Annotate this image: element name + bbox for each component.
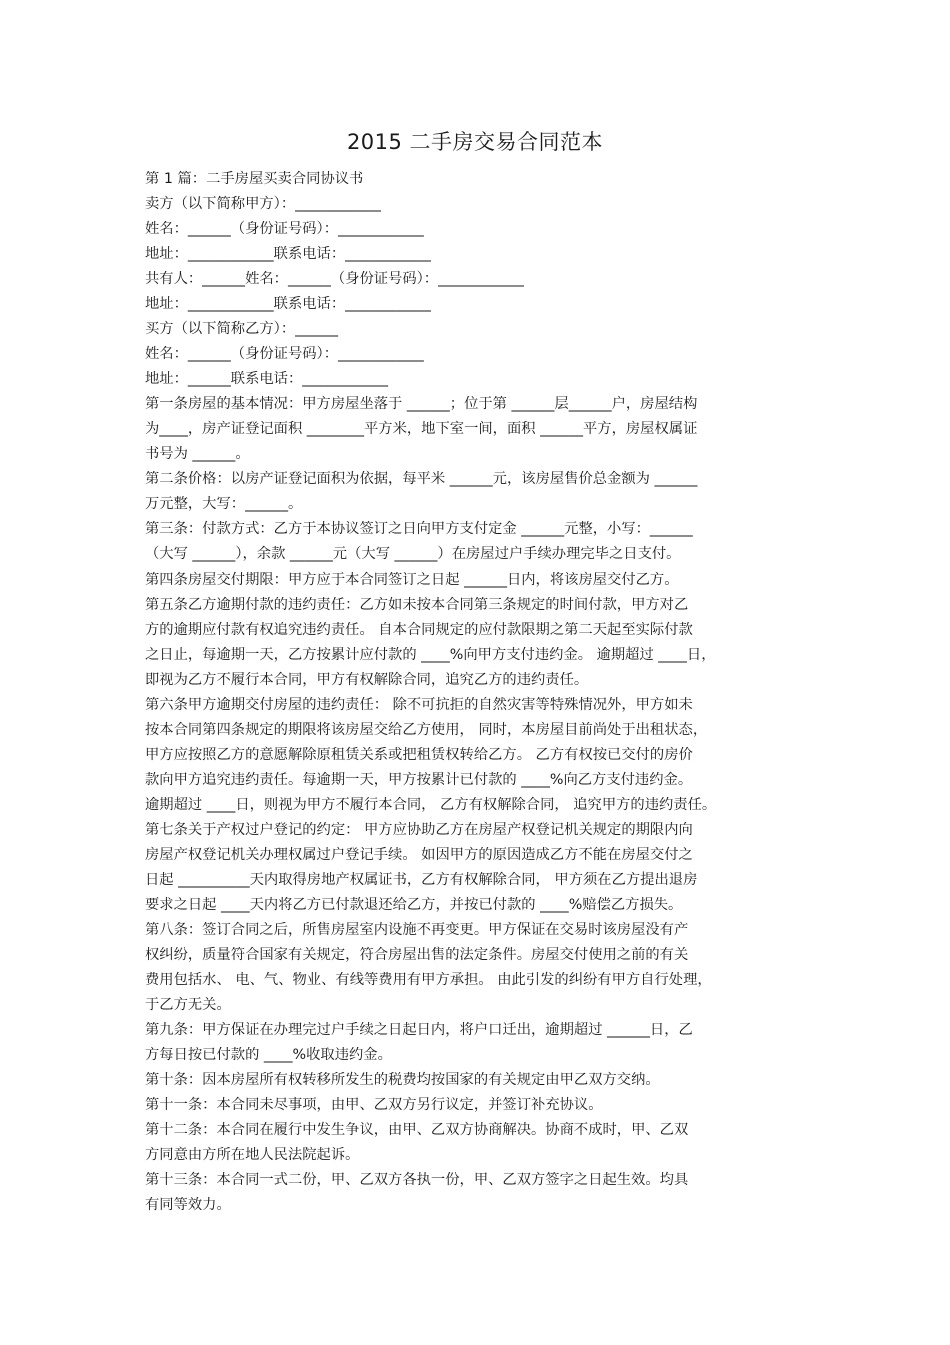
contract-line: 第八条：签订合同之后，所售房屋室内设施不再变更。甲方保证在交易时该房屋没有产 xyxy=(145,921,689,938)
contract-line: 费用包括水、 电、气、物业、有线等费用有甲方承担。 由此引发的纠纷有甲方自行处理， xyxy=(145,972,712,988)
contract-line: 房屋产权登记机关办理权属过户登记手续。 如因甲方的原因造成乙方不能在房屋交付之 xyxy=(145,846,693,863)
contract-line: 权纠纷，质量符合国家有关规定，符合房屋出售的法定条件。房屋交付使用之前的有关 xyxy=(145,946,689,963)
contract-line: 第 1 篇：二手房屋买卖合同协议书 xyxy=(145,171,364,187)
document-title: 2015 二手房交易合同范本 xyxy=(346,130,604,154)
contract-line: 第九条：甲方保证在办理完过户手续之日起日内，将户口迁出，逾期超过 ______日，乙 xyxy=(145,1022,693,1039)
contract-line: 姓名：______（身份证号码）：____________ xyxy=(145,346,424,363)
contract-line: 第五条乙方逾期付款的违约责任：乙方如未按本合同第三条规定的时间付款，甲方对乙 xyxy=(145,596,689,613)
contract-line: （大写 ______），余款 ______元（大写 ______）在房屋过户手续办理完毕之日支付。 xyxy=(145,546,681,563)
contract-line: 即视为乙方不履行本合同，甲方有权解除合同，追究乙方的违约责任。 xyxy=(145,671,589,688)
contract-line: 卖方（以下简称甲方）：____________ xyxy=(145,196,381,213)
contract-line: 第七条关于产权过户登记的约定： 甲方应协助乙方在房屋产权登记机关规定的期限内向 xyxy=(145,821,693,838)
contract-line: 款向甲方追究违约责任。每逾期一天，甲方按累计已付款的 ____%向乙方支付违约金。 xyxy=(145,771,693,788)
contract-line: 地址：____________联系电话：____________ xyxy=(145,246,431,263)
contract-line: 第十二条：本合同在履行中发生争议，由甲、乙双方协商解决。协商不成时，甲、乙双 xyxy=(145,1122,689,1139)
contract-line: 第十条：因本房屋所有权转移所发生的税费均按国家的有关规定由甲乙双方交纳。 xyxy=(145,1072,660,1089)
contract-line: 第二条价格：以房产证登记面积为依据，每平米 ______元，该房屋售价总金额为 ______ xyxy=(145,471,698,488)
contract-line: 逾期超过 ____日，则视为甲方不履行本合同， 乙方有权解除合同， 追究甲方的违约责任。 xyxy=(145,796,717,813)
contract-line: 按本合同第四条规定的期限将该房屋交给乙方使用， 同时，本房屋目前尚处于出租状态， xyxy=(145,721,708,738)
contract-line: 姓名：______（身份证号码）：____________ xyxy=(145,221,424,238)
contract-line: 要求之日起 ____天内将乙方已付款退还给乙方，并按已付款的 ____%赔偿乙方损失。 xyxy=(145,896,683,913)
contract-line: 于乙方无关。 xyxy=(145,997,231,1014)
contract-line: 方同意由方所在地人民法院起诉。 xyxy=(145,1147,360,1164)
contract-line: 第四条房屋交付期限：甲方应于本合同签订之日起 ______日内，将该房屋交付乙方。 xyxy=(145,571,679,588)
contract-body xyxy=(145,167,845,1218)
contract-line: 日起 __________天内取得房地产权属证书，乙方有权解除合同， 甲方须在乙方提出退房 xyxy=(145,871,698,888)
contract-line: 之日止，每逾期一天，乙方按累计应付款的 ____%向甲方支付违约金。 逾期超过 ____日， xyxy=(145,646,716,663)
contract-line: 买方（以下简称乙方）：______ xyxy=(145,321,339,338)
contract-line: 第一条房屋的基本情况：甲方房屋坐落于 ______；位于第 ______层______户，房屋结构 xyxy=(145,396,698,413)
contract-line: 第六条甲方逾期交付房屋的违约责任： 除不可抗拒的自然灾害等特殊情况外，甲方如未 xyxy=(145,696,693,713)
contract-line: 第十一条：本合同未尽事项，由甲、乙双方另行议定，并签订补充协议。 xyxy=(145,1097,603,1114)
contract-line: 第十三条：本合同一式二份，甲、乙双方各执一份，甲、乙双方签字之日起生效。均具 xyxy=(145,1172,689,1189)
contract-line: 甲方应按照乙方的意愿解除原租赁关系或把租赁权转给乙方。 乙方有权按已交付的房价 xyxy=(145,746,693,763)
contract-line: 书号为 ______。 xyxy=(145,446,250,463)
contract-line: 共有人：______姓名：______（身份证号码）：____________ xyxy=(145,271,524,288)
contract-line: 地址：______联系电话：____________ xyxy=(145,371,389,388)
contract-line: 万元整，大写：______。 xyxy=(145,496,303,513)
contract-line: 为____，房产证登记面积 ________平方米，地下室一间，面积 ______平方，房屋权属证 xyxy=(145,421,698,438)
contract-line: 有同等效力。 xyxy=(145,1197,231,1214)
contract-line: 方的逾期应付款有权追究违约责任。 自本合同规定的应付款限期之第二天起至实际付款 xyxy=(145,621,693,638)
contract-line: 方每日按已付款的 ____%收取违约金。 xyxy=(145,1047,392,1064)
contract-line: 地址：____________联系电话：____________ xyxy=(145,296,431,313)
contract-line: 第三条：付款方式：乙方于本协议签订之日向甲方支付定金 ______元整，小写：______ xyxy=(145,521,693,538)
